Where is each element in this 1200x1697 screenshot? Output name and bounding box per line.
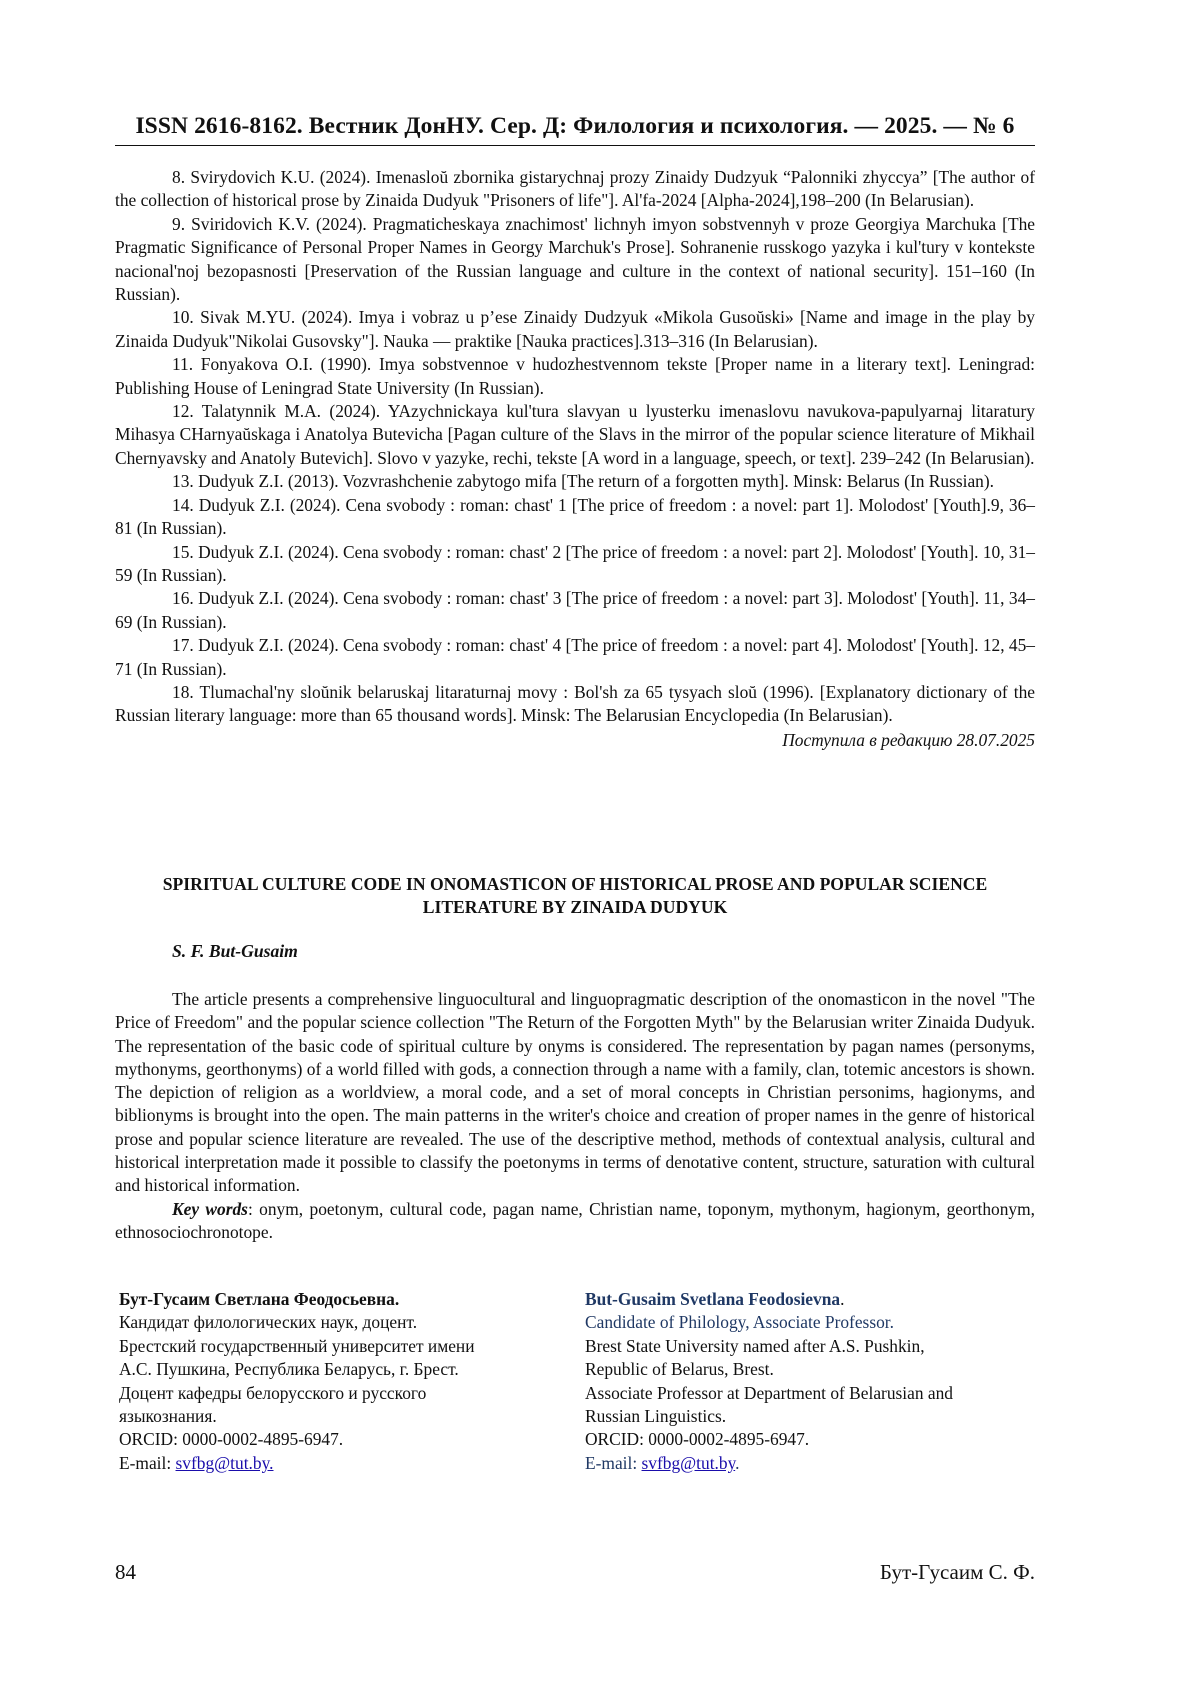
author-info-line: Brest State University named after A.S. Pushkin, — [585, 1335, 925, 1356]
article-title: SPIRITUAL CULTURE CODE IN ONOMASTICON OF HISTORICAL PROSE AND POPULAR SCIENCE LITERATURE BY ZINAIDA DUDYUK — [162, 874, 988, 917]
running-header: ISSN 2616-8162. Вестник ДонНУ. Сер. Д: Филология и психология. — 2025. — № 6 — [135, 113, 1015, 139]
reference-item: 16. Dudyuk Z.I. (2024). Cena svobody : roman: chast' 3 [The price of freedom : a novel: part 3]. Molodost' [Youth]. 11, 34–69 (In Russian). — [115, 588, 1035, 632]
email-link[interactable]: svfbg@tut.by — [641, 1452, 736, 1473]
author-orcid: ORCID: 0000-0002-4895-6947. — [119, 1429, 344, 1450]
reference-list — [115, 166, 1035, 752]
author-info-en — [585, 1288, 1035, 1475]
email-label: E-mail: — [119, 1452, 176, 1473]
reference-item: 8. Svirydovich K.U. (2024). Imenasloŭ zbornika gistarychnaj prozy Zinaidy Dudzyuk “Palonniki zhyccya” [The author of the collection of historical prose by Zinaida Dudyuk "Prisoners of life"]. Al'fa-2024 [Alpha-2024],198–200 (In Belarusian). — [115, 167, 1035, 211]
reference-item: 13. Dudyuk Z.I. (2013). Vozvrashchenie zabytogo mifa [The return of a forgotten myth]. Minsk: Belarus (In Russian). — [172, 471, 995, 492]
punctuation: . — [735, 1452, 740, 1473]
author-name-en: But-Gusaim Svetlana Feodosievna — [585, 1289, 841, 1309]
author-email-row — [585, 1452, 1035, 1475]
keywords — [115, 1198, 1035, 1245]
author-info-line: Associate Professor at Department of Belarusian and — [585, 1382, 953, 1403]
reference-item: 15. Dudyuk Z.I. (2024). Cena svobody : roman: chast' 2 [The price of freedom : a novel: part 2]. Molodost' [Youth]. 10, 31–59 (In Russian). — [115, 541, 1035, 585]
author-info-line: Брестский государственный университет имени — [119, 1335, 475, 1356]
email-label: E-mail: — [585, 1452, 642, 1473]
author-info-line: Republic of Belarus, Brest. — [585, 1359, 774, 1380]
reference-item: 17. Dudyuk Z.I. (2024). Cena svobody : roman: chast' 4 [The price of freedom : a novel: part 4]. Molodost' [Youth]. 12, 45–71 (In Russian). — [115, 635, 1035, 679]
reference-item: 10. Sivak M.YU. (2024). Imya i vobraz u p’ese Zinaidy Dudzyuk «Mikola Gusoŭski» [Name and image in the play by Zinaida Dudyuk"Nikolai Gusovsky"]. Nauka — praktike [Nauka practices].313–316 (In Belarusian). — [115, 307, 1035, 351]
author-degree-en: Candidate of Philology, Associate Professor. — [585, 1312, 894, 1333]
author-info-line: Кандидат филологических наук, доцент. — [119, 1312, 418, 1333]
author-info-line: Доцент кафедры белорусского и русского — [119, 1382, 427, 1403]
author-orcid: ORCID: 0000-0002-4895-6947. — [585, 1429, 810, 1450]
reference-item: 11. Fonyakova O.I. (1990). Imya sobstvennoe v hudozhestvennom tekste [Proper name in a literary text]. Leningrad: Publishing House of Leningrad State University (In Russian). — [115, 354, 1035, 398]
author-info-line: языкознания. — [119, 1406, 217, 1427]
running-footer-author: Бут-Гусаим С. Ф. — [879, 1560, 1035, 1584]
author-email-row — [119, 1452, 539, 1475]
keywords-label: Key words — [172, 1198, 248, 1219]
reference-item: 14. Dudyuk Z.I. (2024). Cena svobody : roman: chast' 1 [The price of freedom : a novel: part 1]. Molodost' [Youth].9, 36–81 (In Russian). — [115, 494, 1035, 539]
reference-item: 12. Talatynnik M.A. (2024). YAzychnickaya kul'tura slavyan u lyusterku imenaslovu navukova-papulyarnaj litaratury Mihasya CHarnyaŭskaga i Anatolya Butevicha [Pagan culture of the Slavs in the mirror of the popular science literature of Mikhail Chernyavsky and Anatoly Butevich]. Slovo v yazyke, rechi, tekste [A word in a language, speech, or text]. 239–242 (In Belarusian). — [115, 401, 1035, 468]
abstract — [115, 988, 1035, 1244]
author-info-line: Russian Linguistics. — [585, 1406, 727, 1427]
keywords-list: : onym, poetonym, cultural code, pagan name, Christian name, toponym, mythonym, hagionym, georthonym, ethnosociochronotope. — [115, 1198, 1035, 1242]
header-divider — [115, 145, 1035, 146]
author-name-en-row — [585, 1288, 1035, 1311]
reference-item: 18. Tlumachal'ny sloŭnik belaruskaj litaraturnaj movy : Bol'sh za 65 tysyach sloŭ (1996). [Explanatory dictionary of the Russian literary language: more than 65 thousand words]. Minsk: The Belarusian Encyclopedia (In Belarusian). — [115, 681, 1035, 726]
author-name-ru: Бут-Гусаим Светлана Феодосьевна. — [119, 1289, 400, 1309]
abstract-text: The article presents a comprehensive linguocultural and linguopragmatic description of the onomasticon in the novel "The Price of Freedom" and the popular science collection "The Return of the Forgotten Myth" by the Belarusian writer Zinaida Dudyuk. The representation of the basic code of spiritual culture by onyms is considered. The representation by pagan names (personyms, mythonyms, georthonyms) of a world filled with gods, a connection through a name with a family, clan, totemic ancestors is shown. The depiction of religion as a worldview, a moral code, and a set of moral concepts in Christian personims, hagionyms, and biblionyms is brought into the open. The main patterns in the writer's choice and creation of proper names in the genre of historical prose and popular science literature are revealed. The use of the descriptive method, methods of contextual analysis, cultural and historical interpretation made it possible to classify the poetonyms in terms of denotative content, structure, saturation with cultural and historical information. — [115, 989, 1035, 1196]
page-number: 84 — [115, 1560, 136, 1584]
reference-item: 9. Sviridovich K.V. (2024). Pragmaticheskaya znachimost' lichnyh imyon sobstvennyh v proze Georgiya Marchuka [The Pragmatic Significance of Personal Proper Names in Georgy Marchuk's Prose]. Sohranenie russkogo yazyka i kul'tury v kontekste nacional'noj bezopasnosti [Preservation of the Russian language and culture in the context of national security]. 151–160 (In Russian). — [115, 213, 1035, 305]
received-date: Поступила в редакцию 28.07.2025 — [782, 729, 1035, 750]
article-author: S. F. But-Gusaim — [172, 941, 298, 961]
author-info-line: А.С. Пушкина, Республика Беларусь, г. Брест. — [119, 1359, 459, 1380]
punctuation: . — [840, 1289, 845, 1309]
email-link[interactable]: svfbg@tut.by. — [175, 1452, 274, 1473]
author-info-ru — [119, 1288, 539, 1475]
